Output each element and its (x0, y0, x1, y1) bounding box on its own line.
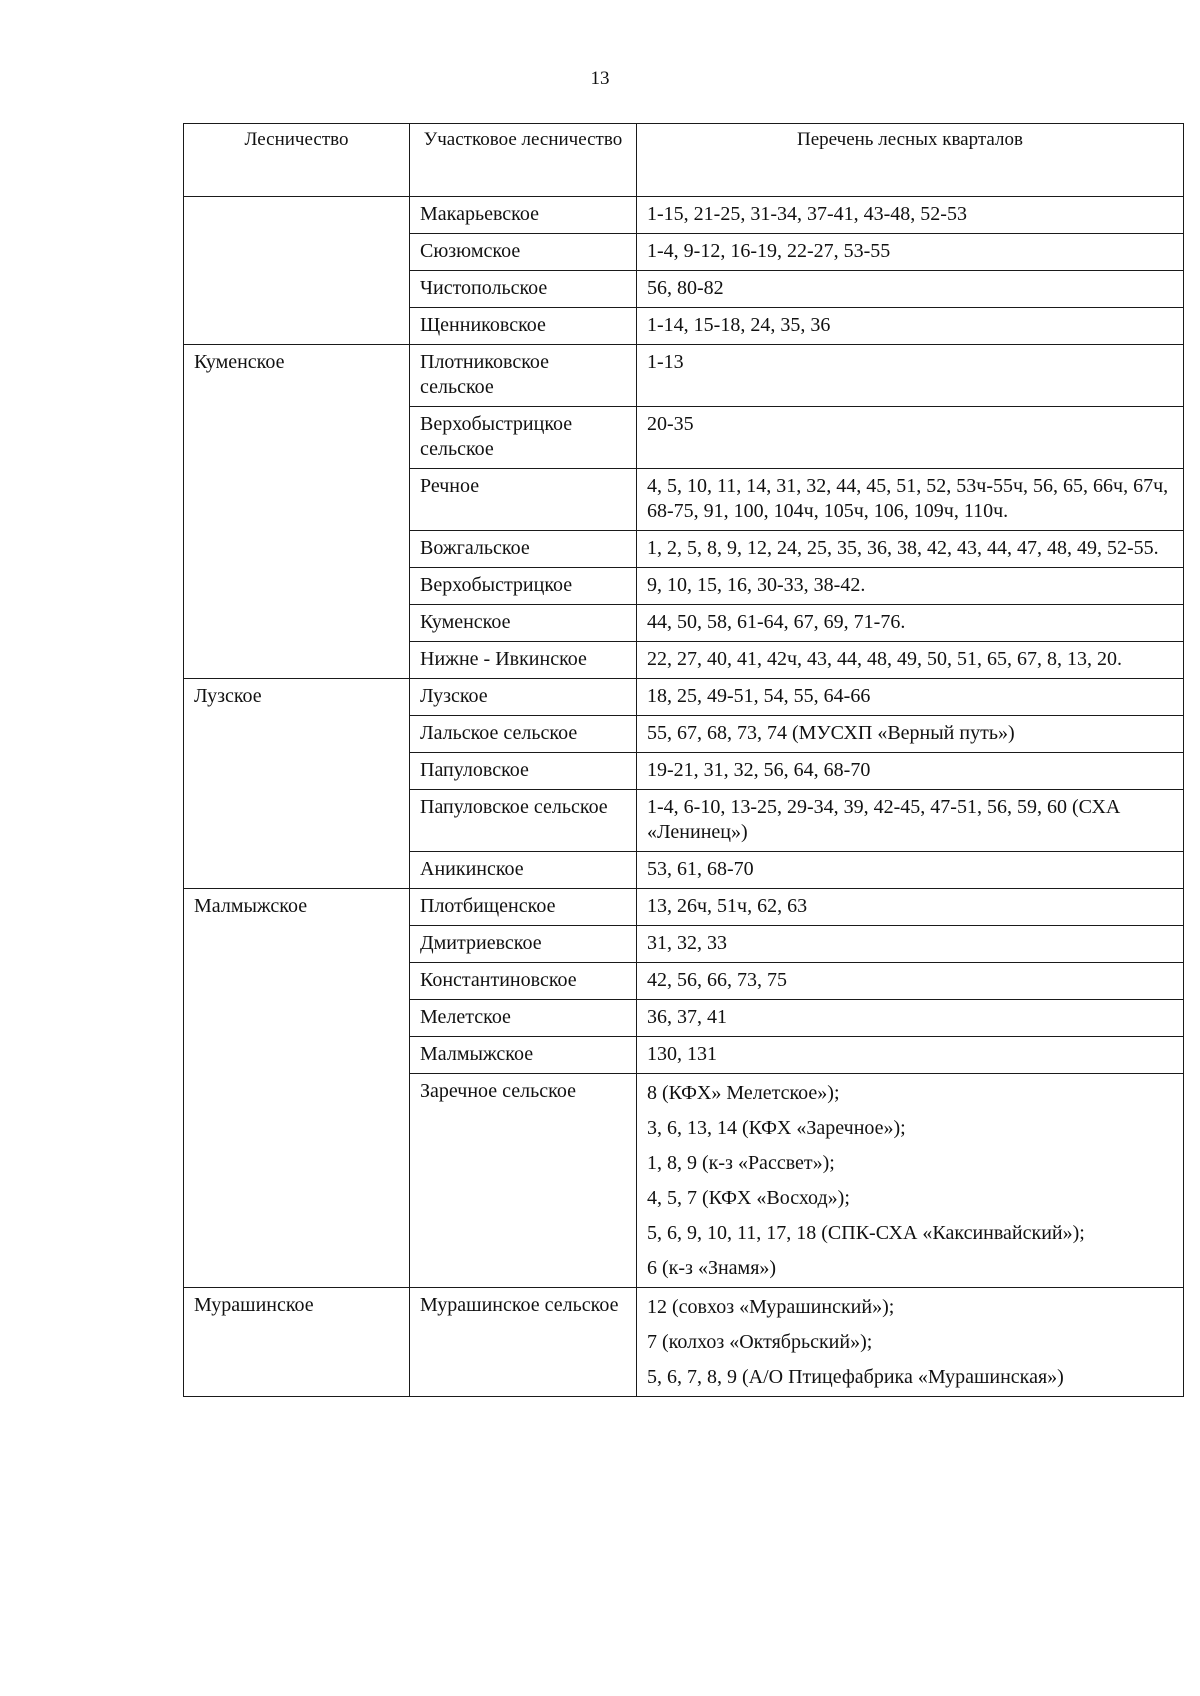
quarters-cell (637, 852, 1184, 889)
forestry-cell (184, 1037, 410, 1074)
quarters-entry: 22, 27, 40, 41, 42ч, 43, 44, 48, 49, 50, 51, 65, 67, 8, 13, 20. (647, 648, 1123, 670)
district-cell: Аникинское (410, 852, 637, 889)
district-cell: Папуловское сельское (410, 790, 637, 852)
quarters-entry: 1, 2, 5, 8, 9, 12, 24, 25, 35, 36, 38, 42, 43, 44, 47, 48, 49, 52-55. (647, 537, 1159, 559)
quarters-cell (637, 679, 1184, 716)
forestry-cell (184, 531, 410, 568)
district-cell: Речное (410, 469, 637, 531)
quarters-cell (637, 1288, 1184, 1397)
quarters-cell (637, 716, 1184, 753)
forestry-cell: Мурашинское (184, 1288, 410, 1397)
quarters-cell (637, 963, 1184, 1000)
district-cell: Папуловское (410, 753, 637, 790)
forestry-cell: Лузское (184, 679, 410, 716)
quarters-entry: 44, 50, 58, 61-64, 67, 69, 71-76. (647, 611, 906, 633)
forestry-cell (184, 605, 410, 642)
quarters-cell (637, 271, 1184, 308)
quarters-entry: 55, 67, 68, 73, 74 (МУСХП «Верный путь») (647, 722, 1015, 744)
forestry-cell (184, 271, 410, 308)
table-row (184, 605, 1184, 642)
table-row (184, 1000, 1184, 1037)
quarters-cell (637, 889, 1184, 926)
forestry-cell (184, 407, 410, 469)
forestry-cell (184, 642, 410, 679)
quarters-entry: 53, 61, 68-70 (647, 858, 754, 880)
quarters-cell (637, 1000, 1184, 1037)
forestry-cell (184, 716, 410, 753)
quarters-cell (637, 926, 1184, 963)
district-cell: Плотбищенское (410, 889, 637, 926)
header-forestry: Лесничество (184, 124, 410, 197)
quarters-entry: 12 (совхоз «Мурашинский»); (647, 1296, 895, 1318)
quarters-cell (637, 1074, 1184, 1288)
quarters-cell (637, 345, 1184, 407)
table-row (184, 926, 1184, 963)
district-cell: Малмыжское (410, 1037, 637, 1074)
quarters-entry: 7 (колхоз «Октябрьский»); (647, 1331, 873, 1353)
quarters-cell (637, 308, 1184, 345)
quarters-entry: 4, 5, 10, 11, 14, 31, 32, 44, 45, 51, 52, 53ч-55ч, 56, 65, 66ч, 67ч, 68-75, 91, 100, 104ч, 105ч, 106, 109ч, 110ч. (647, 475, 1169, 522)
quarters-cell (637, 568, 1184, 605)
district-cell: Вожгальское (410, 531, 637, 568)
quarters-entry: 1, 8, 9 (к-з «Рассвет»); (647, 1152, 835, 1174)
district-cell: Верхобыстрицкое (410, 568, 637, 605)
quarters-entry: 130, 131 (647, 1043, 717, 1065)
table-row (184, 642, 1184, 679)
quarters-entry: 5, 6, 7, 8, 9 (А/О Птицефабрика «Мурашинская») (647, 1366, 1064, 1388)
table-row (184, 469, 1184, 531)
header-district: Участковое лесничество (410, 124, 637, 197)
forestry-cell (184, 469, 410, 531)
quarters-entry: 31, 32, 33 (647, 932, 727, 954)
table-row (184, 308, 1184, 345)
page-number: 13 (590, 68, 610, 89)
quarters-entry: 36, 37, 41 (647, 1006, 727, 1028)
forestry-cell (184, 790, 410, 852)
table-row (184, 716, 1184, 753)
table-row (184, 1037, 1184, 1074)
district-cell: Макарьевское (410, 197, 637, 234)
district-cell: Щенниковское (410, 308, 637, 345)
forestry-cell (184, 852, 410, 889)
forestry-cell (184, 197, 410, 234)
quarters-cell (637, 1037, 1184, 1074)
quarters-entry: 5, 6, 9, 10, 11, 17, 18 (СПК-СХА «Каксинвайский»); (647, 1222, 1085, 1244)
table-row (184, 407, 1184, 469)
quarters-entry: 9, 10, 15, 16, 30-33, 38-42. (647, 574, 866, 596)
forestry-cell (184, 308, 410, 345)
district-cell: Мелетское (410, 1000, 637, 1037)
district-cell: Плотниковское сельское (410, 345, 637, 407)
table-row (184, 568, 1184, 605)
table-row (184, 753, 1184, 790)
district-cell: Мурашинское сельское (410, 1288, 637, 1397)
district-cell: Лузское (410, 679, 637, 716)
table-row (184, 889, 1184, 926)
district-cell: Константиновское (410, 963, 637, 1000)
quarters-cell (637, 790, 1184, 852)
table-row (184, 963, 1184, 1000)
forestry-cell (184, 1000, 410, 1037)
table-row (184, 345, 1184, 407)
quarters-cell (637, 197, 1184, 234)
table-header-row (184, 124, 1184, 197)
table-body (184, 197, 1184, 1397)
district-cell: Лальское сельское (410, 716, 637, 753)
table-row (184, 271, 1184, 308)
quarters-cell (637, 234, 1184, 271)
district-cell: Верхобыстрицкое сельское (410, 407, 637, 469)
district-cell: Куменское (410, 605, 637, 642)
forestry-cell (184, 1074, 410, 1288)
quarters-entry: 1-14, 15-18, 24, 35, 36 (647, 314, 831, 336)
quarters-entry: 1-4, 9-12, 16-19, 22-27, 53-55 (647, 240, 891, 262)
table-row (184, 1288, 1184, 1397)
forest-quarters-table (183, 123, 1184, 1397)
quarters-cell (637, 605, 1184, 642)
district-cell: Заречное сельское (410, 1074, 637, 1288)
quarters-entry: 19-21, 31, 32, 56, 64, 68-70 (647, 759, 871, 781)
quarters-entry: 20-35 (647, 413, 694, 435)
district-cell: Чистопольское (410, 271, 637, 308)
quarters-cell (637, 407, 1184, 469)
quarters-cell (637, 642, 1184, 679)
forestry-cell (184, 753, 410, 790)
quarters-entry: 42, 56, 66, 73, 75 (647, 969, 787, 991)
forestry-cell: Малмыжское (184, 889, 410, 926)
table-row (184, 197, 1184, 234)
quarters-entry: 8 (КФХ» Мелетское»); (647, 1082, 840, 1104)
quarters-entry: 1-13 (647, 351, 684, 373)
quarters-cell (637, 469, 1184, 531)
district-cell: Сюзюмское (410, 234, 637, 271)
forestry-cell (184, 926, 410, 963)
table-row (184, 234, 1184, 271)
quarters-cell (637, 753, 1184, 790)
forestry-cell (184, 568, 410, 605)
district-cell: Дмитриевское (410, 926, 637, 963)
quarters-entry: 1-15, 21-25, 31-34, 37-41, 43-48, 52-53 (647, 203, 967, 225)
quarters-entry: 13, 26ч, 51ч, 62, 63 (647, 895, 808, 917)
district-cell: Нижне - Ивкинское (410, 642, 637, 679)
forestry-cell (184, 234, 410, 271)
header-quarters: Перечень лесных кварталов (637, 124, 1184, 197)
quarters-entry: 4, 5, 7 (КФХ «Восход»); (647, 1187, 850, 1209)
quarters-entry: 3, 6, 13, 14 (КФХ «Заречное»); (647, 1117, 906, 1139)
quarters-entry: 56, 80-82 (647, 277, 724, 299)
table-row (184, 531, 1184, 568)
forestry-cell: Куменское (184, 345, 410, 407)
table-row (184, 679, 1184, 716)
quarters-entry: 18, 25, 49-51, 54, 55, 64-66 (647, 685, 871, 707)
table-row (184, 1074, 1184, 1288)
quarters-entry: 6 (к-з «Знамя») (647, 1257, 777, 1279)
forestry-cell (184, 963, 410, 1000)
quarters-entry: 1-4, 6-10, 13-25, 29-34, 39, 42-45, 47-51, 56, 59, 60 (СХА «Ленинец») (647, 796, 1121, 843)
table-row (184, 790, 1184, 852)
quarters-cell (637, 531, 1184, 568)
table-row (184, 852, 1184, 889)
